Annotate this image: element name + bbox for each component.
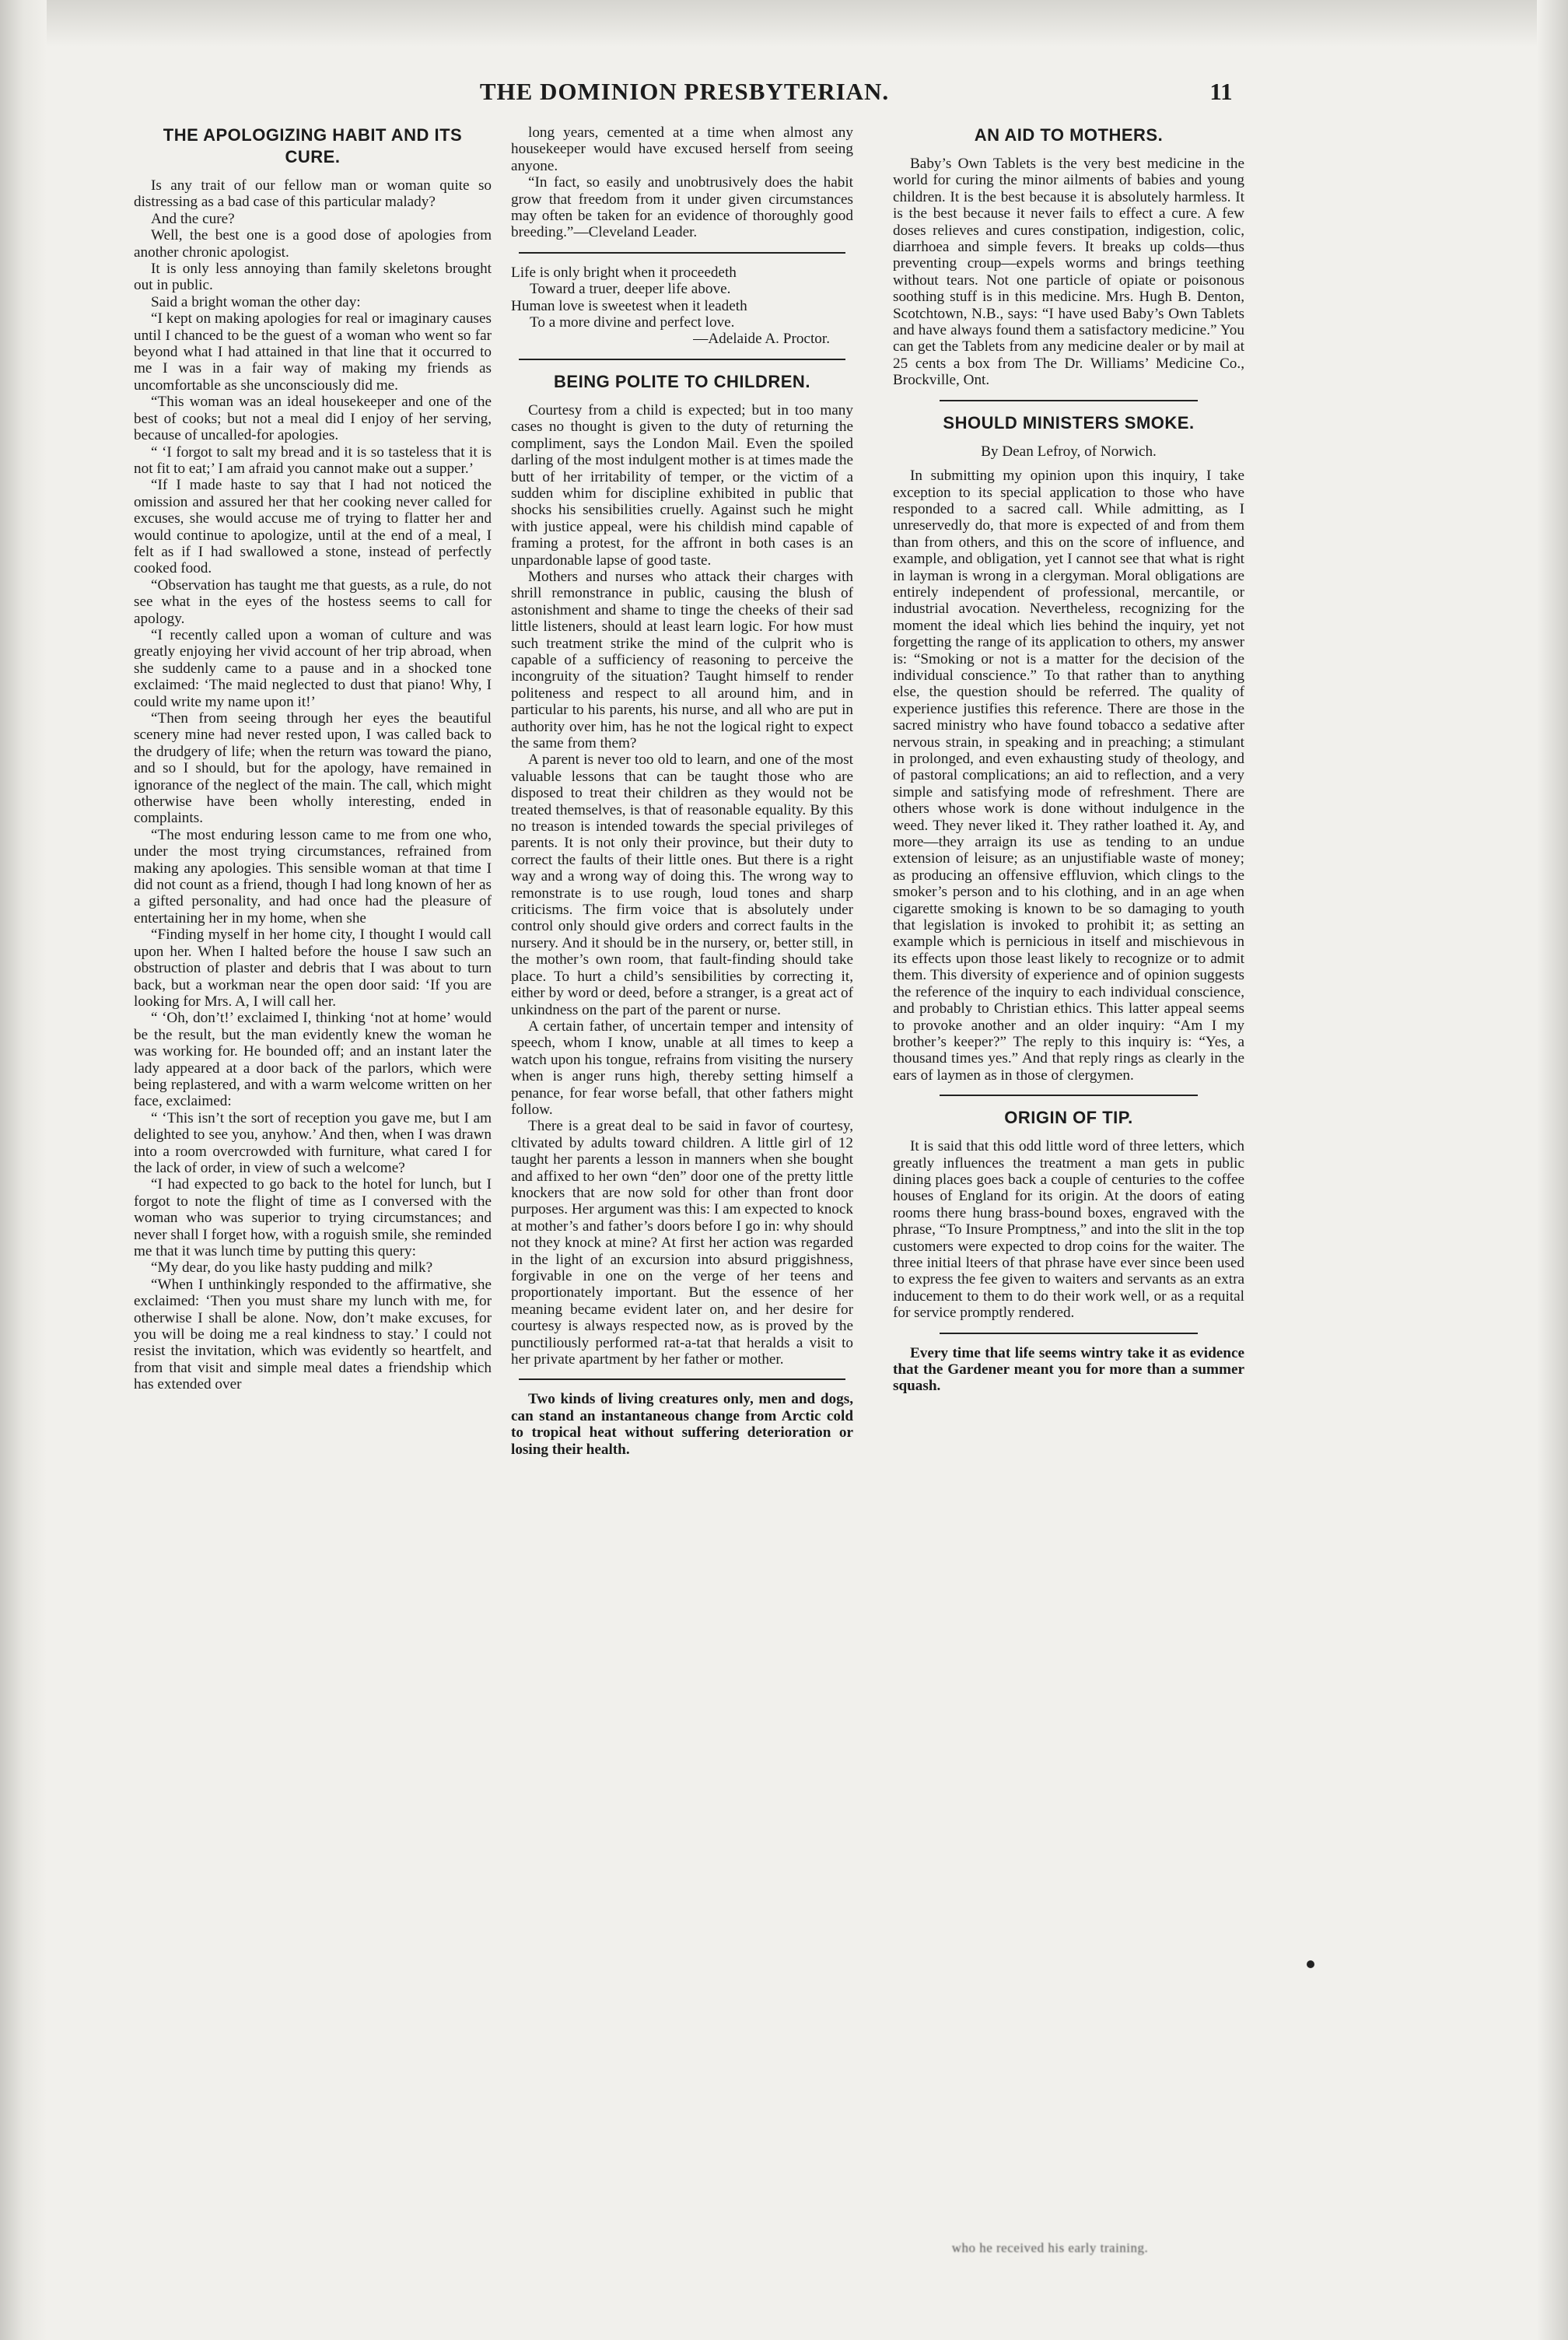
paragraph: long years, cemented at a time when almost any housekeeper would have excused herself from seeing anyone. bbox=[511, 124, 853, 174]
poem-attribution: —Adelaide A. Proctor. bbox=[693, 331, 830, 348]
divider bbox=[940, 1333, 1198, 1334]
article-title-aid-to-mothers: AN AID TO MOTHERS. bbox=[974, 125, 1164, 145]
paragraph: Is any trait of our fellow man or woman quite so distressing as a bad case of this particular malady? bbox=[134, 177, 492, 211]
paragraph: “I had expected to go back to the hotel for lunch, but I forgot to note the flight of time as I conversed with the woman who was superior to trying circumstances; and never shall I forget how, with a roguish smile, she reminded me that it was lunch time by putting this query: bbox=[134, 1176, 492, 1259]
article-title-ministers-smoke: SHOULD MINISTERS SMOKE. bbox=[943, 412, 1195, 433]
paragraph: Mothers and nurses who attack their charges with shrill remonstrance in public, causing the blush of astonishment and shame to tinge the cheeks of their sad little listeners, should at least learn logic. For how must such treatment strike the mind of the culprit who is capable of a sufficiency of reasoning to perceive the incongruity of the situation? Taught himself to render politeness and respect to all around him, and in particular to his parents, his nurse, and all who are put in authority over him, has he not the logical right to expect the same from them? bbox=[511, 568, 853, 751]
article-continuation-apologizing bbox=[511, 124, 853, 241]
page-edge-left bbox=[0, 0, 47, 2340]
paragraph: “This woman was an ideal housekeeper and one of the best of cooks; but not a meal did I enjoy of her serving, because of uncalled-for apologies. bbox=[134, 394, 492, 444]
byline-lefroy: By Dean Lefroy, of Norwich. bbox=[981, 443, 1157, 460]
page-edge-right bbox=[1537, 0, 1568, 2340]
poem-proctor bbox=[511, 264, 853, 348]
article-title-origin-of-tip: ORIGIN OF TIP. bbox=[1004, 1108, 1133, 1128]
paragraph: Said a bright woman the other day: bbox=[151, 293, 361, 310]
paragraph: “My dear, do you like hasty pudding and milk? bbox=[151, 1259, 433, 1277]
column-2 bbox=[511, 124, 853, 1458]
paragraph: “I recently called upon a woman of culture and was greatly enjoying her vivid account of her trip abroad, when she suddenly came to a pause and in a shocked tone exclaimed: ‘The maid neglected to dust that piano! Why, I could write my name upon it!’ bbox=[134, 626, 492, 710]
paragraph: “In fact, so easily and unobtrusively does the habit grow that freedom from it under given circumstances may often be taken for an evidence of thoroughly good breeding.”—Cleveland Leader. bbox=[511, 174, 853, 241]
article-body-ministers-smoke: In submitting my opinion upon this inquiry, I take exception to its special application to those who have responded to a sacred call. While admitting, as I unreservedly do, that more is expected of and from them than from others, and this on the score of influence, and example, and obligation, yet I cannot see that what is right in layman is wrong in a clergyman. Moral obligations are entirely independent of professional, mercantile, or industrial avocation. Nevertheless, recognizing for the moment the ideal which lies behind the inquiry, yet not forgetting the range of its application to others, my answer is: “Smoking or not is a matter for the decision of the individual conscience.” To that rather than to anything else, the question should be referred. The quality of experience justifies this reference. There are those in the sacred ministry who have found tobacco a sedative after nervous strain, in speaking and in preaching; a stimulant in prolonged, and even exhausting study of theology, and of pastoral complications; an aid to reflection, and a very simple and satisfying mode of refreshment. There are others whose work is done without indulgence in the weed. They never liked it. They rather loathed it. Ay, and more—they arraign its use as tending to an undue extension of leisure; as an unjustifiable waste of money; as producing an offensive effluvion, which clings to the smoker’s person and to his clothing, and in an age when cigarette smoking is known to be so damaging to youth that legislation is invoked to prohibit it; as setting an example which is pernicious in itself and mischievous in its effects upon those least likely to recognize or to admit them. This diversity of experience and of opinion suggests the reference of the inquiry to each individual conscience, and probably to Christian ethics. This latter appeal seems to provoke another and an older inquiry: “Am I my brother’s keeper?” The reply to this inquiry is: “Yes, a thousand times yes.” And that reply rings as clearly in the ears of laymen as in those of clergymen. bbox=[893, 468, 1244, 1084]
article-title-apologizing: THE APOLOGIZING HABIT AND ITS CURE. bbox=[163, 125, 463, 166]
divider bbox=[940, 1095, 1198, 1096]
poem-line: Toward a truer, deeper life above. bbox=[530, 281, 731, 298]
column-1 bbox=[134, 124, 492, 1393]
advertisement-babys-own-tablets: Baby’s Own Tablets is the very best medicine in the world for curing the minor ailments of babies and young children. It is the best because it is absolutely harmless. It is the best because it never fails to effect a cure. A few doses relieves and cures constipation, indigestion, colic, diarrhoea and simple fevers. It breaks up colds—thus preventing croup—expels worms and brings teething without tears. Not one particle of opiate or poisonous soothing stuff is in this medicine. Mrs. Hugh B. Denton, Scotchtown, N.B., says: “I have used Baby’s Own Tablets and have always found them a satisfactory medicine.” You can get the Tablets from any medicine dealer or by mail at 25 cents a box from The Dr. Williams’ Medicine Co., Brockville, Ont. bbox=[893, 156, 1244, 389]
divider bbox=[519, 1378, 845, 1380]
note-living-creatures: Two kinds of living creatures only, men and dogs, can stand an instantaneous change from Arctic cold to tropical heat without suffering deterioration or losing their health. bbox=[511, 1391, 853, 1458]
bleed-through-text: who he received his early training. bbox=[951, 2240, 1149, 2255]
article-body-polite-children bbox=[511, 402, 853, 1368]
ink-spot bbox=[1307, 1960, 1314, 1968]
paragraph: “The most enduring lesson came to me from one who, under the most trying circumstances, refrained from making any apologies. This sensible woman at that time I did not count as a friend, though I had long known of her as a gifted personality, and had once had the pleasure of entertaining her in my home, when she bbox=[134, 826, 492, 927]
paragraph: A parent is never too old to learn, and one of the most valuable lessons that can be taught those who are disposed to treat their children as they would not be treated themselves, is that of reasonable equality. By this no treason is intended towards the special privileges of parents. It is not only their province, but their duty to correct the faults of their little ones. But there is a right way and a wrong way of doing this. The wrong way to remonstrate is to use rough, loud tones and sharp criticisms. The firm voice that is absolutely under control only should give orders and correct faults in the nursery. And it should be in the nursery, or, better still, in the mother’s own room, that fault-finding should take place. To hurt a child’s sensibilities by correcting it, either by word or deed, before a stranger, is a great act of unkindness on the part of the parent or nurse. bbox=[511, 751, 853, 1018]
masthead: THE DOMINION PRESBYTERIAN. bbox=[479, 78, 890, 105]
paragraph: There is a great deal to be said in favor of courtesy, cltivated by adults toward children. A little girl of 12 taught her parents a lesson in manners when she bought and affixed to her own “den” door one of the pretty little knockers that are now sold for other than front door purposes. Her argument was this: I am expected to knock at mother’s and father’s doors before I go in: why should not they knock at mine? At first her action was regarded in the light of an excursion into absurd priggishness, forgivable in one on the verge of her teens and proportionately important. But the essence of her meaning became evident later on, and her desire for courtesy is always respected now, as is proved by the punctiliously performed rat-a-tat that heralds a visit to her private apartment by her father or mother. bbox=[511, 1118, 853, 1368]
paragraph: Well, the best one is a good dose of apologies from another chronic apologist. bbox=[134, 227, 492, 261]
paragraph: “Finding myself in her home city, I thought I would call upon her. When I halted before the house I saw such an obstruction of plaster and debris that I was about to turn back, but a workman near the open door said: ‘If you are looking for Mrs. A, I will call her. bbox=[134, 927, 492, 1010]
paragraph: “Observation has taught me that guests, as a rule, do not see what in the eyes of the hostess seems to call for apology. bbox=[134, 576, 492, 627]
paragraph: “ ‘I forgot to salt my bread and it is so tasteless that it is not fit to eat;’ I am afraid you cannot make out a supper.’ bbox=[134, 443, 492, 477]
article-body-apologizing bbox=[134, 177, 492, 1393]
column-3 bbox=[893, 124, 1244, 1395]
poem-line: To a more divine and perfect love. bbox=[530, 314, 735, 331]
poem-line: Human love is sweetest when it leadeth bbox=[511, 297, 747, 314]
paragraph: “ ‘Oh, don’t!’ exclaimed I, thinking ‘not at home’ would be the result, but the man evidently knew the woman he was working for. He bounded off; and an instant later the lady appeared at a door back of the parlors, which were being replastered, and with a warm welcome written on her face, exclaimed: bbox=[134, 1010, 492, 1110]
article-title-polite-children: BEING POLITE TO CHILDREN. bbox=[554, 371, 810, 391]
paragraph: And the cure? bbox=[151, 210, 235, 227]
paragraph: It is only less annoying than family skeletons brought out in public. bbox=[134, 261, 492, 294]
paragraph: A certain father, of uncertain temper and intensity of speech, whom I know, unable at all times to keep a watch upon his tongue, refrains from visiting the nursery when is anger runs high, thereby setting himself a penance, for fear worse befall, that other fathers might follow. bbox=[511, 1018, 853, 1118]
divider bbox=[519, 359, 845, 360]
paragraph: “ ‘This isn’t the sort of reception you gave me, but I am delighted to see you, anyhow.’ And then, when I was drawn into a room overcrowded with furniture, what cared I for the lack of order, in view of such a welcome? bbox=[134, 1109, 492, 1176]
page-number: 11 bbox=[1209, 78, 1233, 105]
paragraph: “If I made haste to say that I had not noticed the omission and assured her that her cooking never called for excuses, she would accuse me of trying to flatter her and would continue to apologize, until at the end of a meal, I felt as if I had swallowed a stone, instead of perfectly cooked food. bbox=[134, 477, 492, 577]
poem-line: Life is only bright when it proceedeth bbox=[511, 264, 737, 281]
article-body-origin-of-tip: It is said that this odd little word of three letters, which greatly influences the treatment a man gets in public dining places goes back a couple of centuries to the coffee houses of England for its origin. At the doors of eating rooms there hung brass-bound boxes, engraved with the phrase, “To Insure Promptness,” and into the slit in the top customers were expected to drop coins for the waiter. The three initial lteers of that phrase have ever since been used to express the fee given to waiters and servants as an extra inducement to them to do their work well, or as a requital for service promptly rendered. bbox=[893, 1138, 1244, 1322]
page-edge-top bbox=[0, 0, 1568, 47]
divider bbox=[940, 400, 1198, 401]
paragraph: “I kept on making apologies for real or imaginary causes until I chanced to be the guest of a woman who went so far beyond what I had attained in that line that it occurred to me I was in a fair way of making my friends as uncomfortable as she unconsciously did me. bbox=[134, 310, 492, 394]
divider bbox=[519, 252, 845, 254]
paragraph: “Then from seeing through her eyes the beautiful scenery mine had never rested upon, I was called back to the drudgery of life; when the return was toward the piano, and so I should, but for the apology, have remained in ignorance of the neglect of the main. The call, which might otherwise have been wholly interesting, ended in complaints. bbox=[134, 710, 492, 827]
paragraph: Courtesy from a child is expected; but in too many cases no thought is given to the duty of returning the compliment, says the London Mail. Even the spoiled darling of the most indulgent mother is at times made the butt of her irritability of temper, or the victim of a sudden whim for discipline exhibited in public that shocks his sensibilities cruelly. Against such he might with justice appeal, were his childish mind capable of framing a protest, for the affront in both cases is an unpardonable lapse of good taste. bbox=[511, 401, 853, 569]
note-wintry-life: Every time that life seems wintry take it as evidence that the Gardener meant you for more than a summer squash. bbox=[893, 1344, 1244, 1395]
paragraph: “When I unthinkingly responded to the affirmative, she exclaimed: ‘Then you must share my lunch with me, for otherwise I shall be alone. Now, don’t make excuses, for you will be doing me a real kindness to stay.’ I could not resist the invitation, which was evidently so heartfelt, and from that visit and simple meal dates a friendship which has extended over bbox=[134, 1276, 492, 1393]
